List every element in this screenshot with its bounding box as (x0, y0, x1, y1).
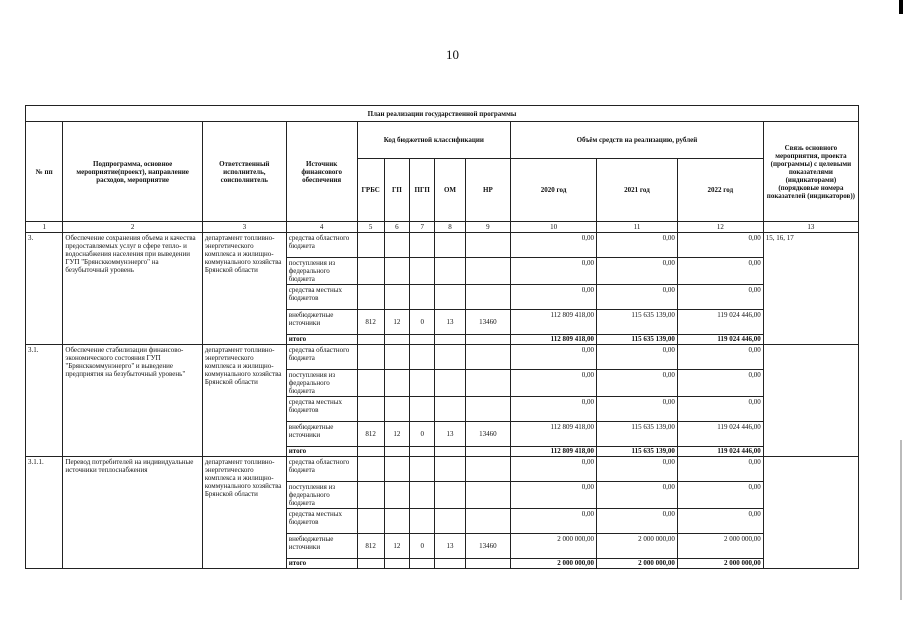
header-nr: НР (465, 159, 510, 222)
value-2022: 0,00 (677, 370, 763, 397)
source-federal: поступления из федерального бюджета (286, 482, 357, 509)
code-om: 13 (435, 422, 465, 447)
value-2020: 0,00 (511, 285, 597, 310)
value-2021: 0,00 (597, 482, 678, 509)
row-number: 3.1.1. (26, 457, 63, 569)
code-pgp: 0 (410, 310, 435, 335)
source-federal: поступления из федерального бюджета (286, 258, 357, 285)
column-number: 2 (63, 222, 202, 233)
measure-name: Обеспечение сохранения объема и качества предоставляемых услуг в сфере тепло- и водоснабжения населения при выведении ГУП "Брянсккоммунэнерго" на безубыточный уровень (63, 233, 202, 345)
scan-edge-line (900, 440, 902, 600)
value-2022: 0,00 (677, 233, 763, 258)
source-local: средства местных бюджетов (286, 285, 357, 310)
value-2020: 112 809 418,00 (511, 422, 597, 447)
code-nr: 13460 (465, 534, 510, 559)
column-number-row (26, 222, 859, 233)
value-2020: 2 000 000,00 (511, 534, 597, 559)
value-2021: 0,00 (597, 285, 678, 310)
column-number: 9 (465, 222, 510, 233)
value-2022: 0,00 (677, 509, 763, 534)
value-2020: 0,00 (511, 370, 597, 397)
page-number: 10 (446, 47, 459, 62)
value-2021: 115 635 139,00 (597, 422, 678, 447)
code-gp: 12 (384, 534, 409, 559)
total-2020: 2 000 000,00 (511, 559, 597, 569)
source-local: средства местных бюджетов (286, 509, 357, 534)
code-om: 13 (435, 310, 465, 335)
table-row (26, 457, 859, 482)
column-number: 7 (410, 222, 435, 233)
responsible-executor: департамент топливно-энергетического комплекса и жилищно-коммунального хозяйства Брянской области (202, 345, 286, 457)
value-2020: 0,00 (511, 457, 597, 482)
indicator-link: 15, 16, 17 (763, 233, 858, 345)
value-2020: 0,00 (511, 258, 597, 285)
source-total: итого (286, 559, 357, 569)
column-number: 10 (511, 222, 597, 233)
header-grbs: ГРБС (357, 159, 384, 222)
value-2021: 0,00 (597, 345, 678, 370)
source-regional: средства областного бюджета (286, 345, 357, 370)
responsible-executor: департамент топливно-энергетического комплекса и жилищно-коммунального хозяйства Брянской области (202, 233, 286, 345)
measure-name: Обеспечение стабилизации финансово-экономического состояния ГУП "Брянсккоммунэнерго" и выведение предприятия на безубыточный уровень" (63, 345, 202, 457)
source-local: средства местных бюджетов (286, 397, 357, 422)
source-extra: внебюджетные источники (286, 310, 357, 335)
value-2021: 0,00 (597, 509, 678, 534)
value-2022: 119 024 446,00 (677, 310, 763, 335)
code-gp: 12 (384, 310, 409, 335)
column-number: 6 (384, 222, 409, 233)
value-2020: 112 809 418,00 (511, 310, 597, 335)
value-2021: 0,00 (597, 370, 678, 397)
header-om: ОМ (435, 159, 465, 222)
value-2020: 0,00 (511, 233, 597, 258)
source-extra: внебюджетные источники (286, 534, 357, 559)
table-row (26, 233, 859, 258)
code-grbs: 812 (357, 534, 384, 559)
total-2020: 112 809 418,00 (511, 447, 597, 457)
scan-edge-mark (899, 0, 903, 14)
indicator-link (763, 457, 858, 569)
value-2021: 0,00 (597, 258, 678, 285)
header-2020: 2020 год (511, 159, 597, 222)
indicator-link (763, 345, 858, 457)
measure-name: Перевод потребителей на индивидуальные источники теплоснабжения (63, 457, 202, 569)
header-2022: 2022 год (677, 159, 763, 222)
column-number: 5 (357, 222, 384, 233)
header-pgp: ПГП (410, 159, 435, 222)
total-2021: 115 635 139,00 (597, 447, 678, 457)
source-total: итого (286, 335, 357, 345)
header-volume: Объём средств на реализацию, рублей (511, 122, 764, 159)
code-grbs: 812 (357, 310, 384, 335)
code-grbs: 812 (357, 422, 384, 447)
table-row (26, 345, 859, 370)
code-om: 13 (435, 534, 465, 559)
column-number: 13 (763, 222, 858, 233)
source-regional: средства областного бюджета (286, 233, 357, 258)
header-source: Источник финансового обеспечения (286, 122, 357, 222)
code-nr: 13460 (465, 310, 510, 335)
value-2021: 2 000 000,00 (597, 534, 678, 559)
value-2020: 0,00 (511, 345, 597, 370)
code-gp: 12 (384, 422, 409, 447)
total-2022: 119 024 446,00 (677, 335, 763, 345)
value-2022: 2 000 000,00 (677, 534, 763, 559)
value-2022: 0,00 (677, 345, 763, 370)
source-federal: поступления из федерального бюджета (286, 370, 357, 397)
code-pgp: 0 (410, 422, 435, 447)
row-number: 3.1. (26, 345, 63, 457)
plan-table-body (26, 233, 859, 569)
table-title: План реализации государственной программы (26, 106, 859, 122)
column-number: 1 (26, 222, 63, 233)
column-number: 11 (597, 222, 678, 233)
header-link: Связь основного мероприятия, проекта (программы) с целевыми показателями (индикаторами) (порядковые номера показателей (индикаторов)) (763, 122, 858, 222)
header-2021: 2021 год (597, 159, 678, 222)
value-2021: 0,00 (597, 233, 678, 258)
value-2020: 0,00 (511, 509, 597, 534)
source-regional: средства областного бюджета (286, 457, 357, 482)
column-number: 8 (435, 222, 465, 233)
value-2020: 0,00 (511, 397, 597, 422)
value-2022: 0,00 (677, 285, 763, 310)
header-npp: № пп (26, 122, 63, 222)
value-2021: 115 635 139,00 (597, 310, 678, 335)
total-2022: 2 000 000,00 (677, 559, 763, 569)
value-2020: 0,00 (511, 482, 597, 509)
value-2022: 0,00 (677, 482, 763, 509)
total-2020: 112 809 418,00 (511, 335, 597, 345)
column-number: 3 (202, 222, 286, 233)
code-nr: 13460 (465, 422, 510, 447)
value-2022: 0,00 (677, 397, 763, 422)
header-gp: ГП (384, 159, 409, 222)
plan-table (25, 105, 859, 569)
value-2021: 0,00 (597, 457, 678, 482)
row-number: 3. (26, 233, 63, 345)
total-2021: 115 635 139,00 (597, 335, 678, 345)
source-extra: внебюджетные источники (286, 422, 357, 447)
value-2022: 0,00 (677, 457, 763, 482)
header-responsible: Ответственный исполнитель, соисполнитель (202, 122, 286, 222)
header-kbk: Код бюджетной классификации (357, 122, 511, 159)
source-total: итого (286, 447, 357, 457)
header-name: Подпрограмма, основное мероприятие(проект), направление расходов, мероприятие (63, 122, 202, 222)
value-2022: 119 024 446,00 (677, 422, 763, 447)
total-2021: 2 000 000,00 (597, 559, 678, 569)
total-2022: 119 024 446,00 (677, 447, 763, 457)
code-pgp: 0 (410, 534, 435, 559)
value-2022: 0,00 (677, 258, 763, 285)
responsible-executor: департамент топливно-энергетического комплекса и жилищно-коммунального хозяйства Брянской области (202, 457, 286, 569)
column-number: 12 (677, 222, 763, 233)
value-2021: 0,00 (597, 397, 678, 422)
column-number: 4 (286, 222, 357, 233)
